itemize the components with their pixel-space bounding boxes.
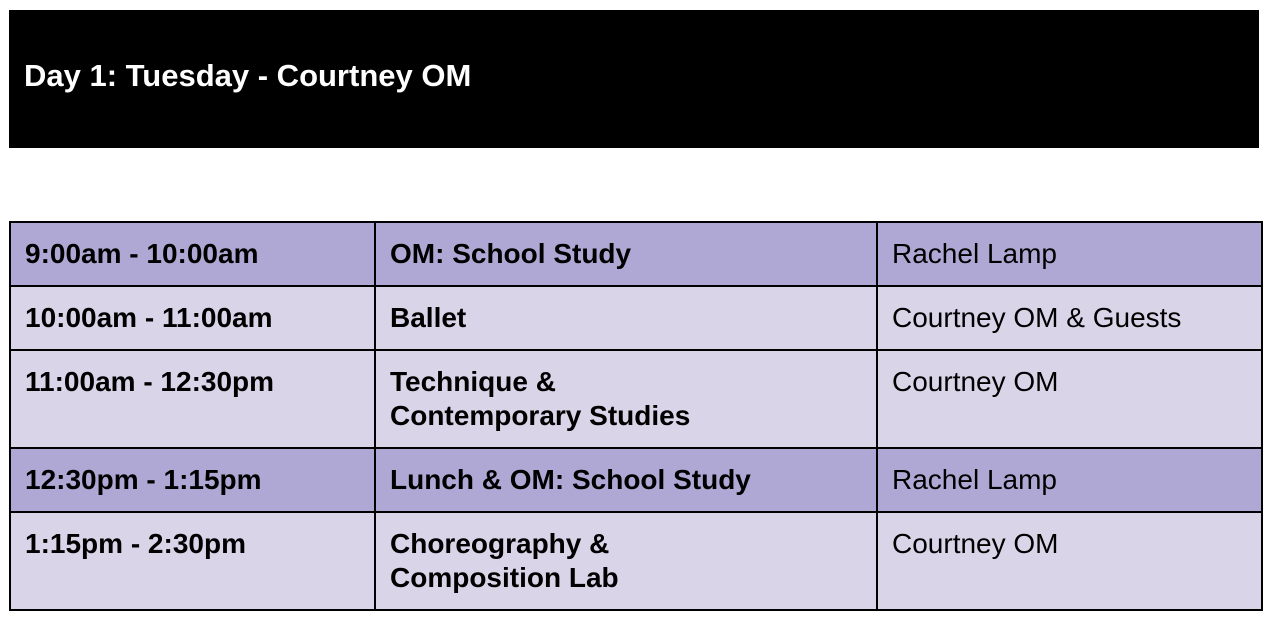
session-cell xyxy=(375,222,877,286)
session-line: Choreography & xyxy=(390,528,610,559)
time-cell: 9:00am - 10:00am xyxy=(10,222,375,286)
session-cell xyxy=(375,512,877,610)
time-cell: 10:00am - 11:00am xyxy=(10,286,375,350)
day-header xyxy=(9,10,1259,148)
instructor-cell: Rachel Lamp xyxy=(877,448,1262,512)
schedule-row xyxy=(10,512,1262,610)
schedule-row xyxy=(10,350,1262,448)
session-line: Lunch & OM: School Study xyxy=(390,464,751,495)
session-line: Contemporary Studies xyxy=(390,400,691,431)
instructor-cell: Courtney OM xyxy=(877,350,1262,448)
time-cell: 11:00am - 12:30pm xyxy=(10,350,375,448)
session-cell xyxy=(375,350,877,448)
schedule-row xyxy=(10,286,1262,350)
session-cell xyxy=(375,448,877,512)
instructor-cell: Rachel Lamp xyxy=(877,222,1262,286)
session-line: Composition Lab xyxy=(390,562,619,593)
session-line: OM: School Study xyxy=(390,238,632,269)
time-cell: 1:15pm - 2:30pm xyxy=(10,512,375,610)
instructor-cell: Courtney OM xyxy=(877,512,1262,610)
instructor-cell: Courtney OM & Guests xyxy=(877,286,1262,350)
schedule-row xyxy=(10,448,1262,512)
session-cell xyxy=(375,286,877,350)
schedule-row xyxy=(10,222,1262,286)
time-cell: 12:30pm - 1:15pm xyxy=(10,448,375,512)
session-line: Technique & xyxy=(390,366,556,397)
day-title: Day 1: Tuesday - Courtney OM xyxy=(24,58,472,93)
session-line: Ballet xyxy=(390,302,467,333)
schedule-table xyxy=(9,221,1263,611)
